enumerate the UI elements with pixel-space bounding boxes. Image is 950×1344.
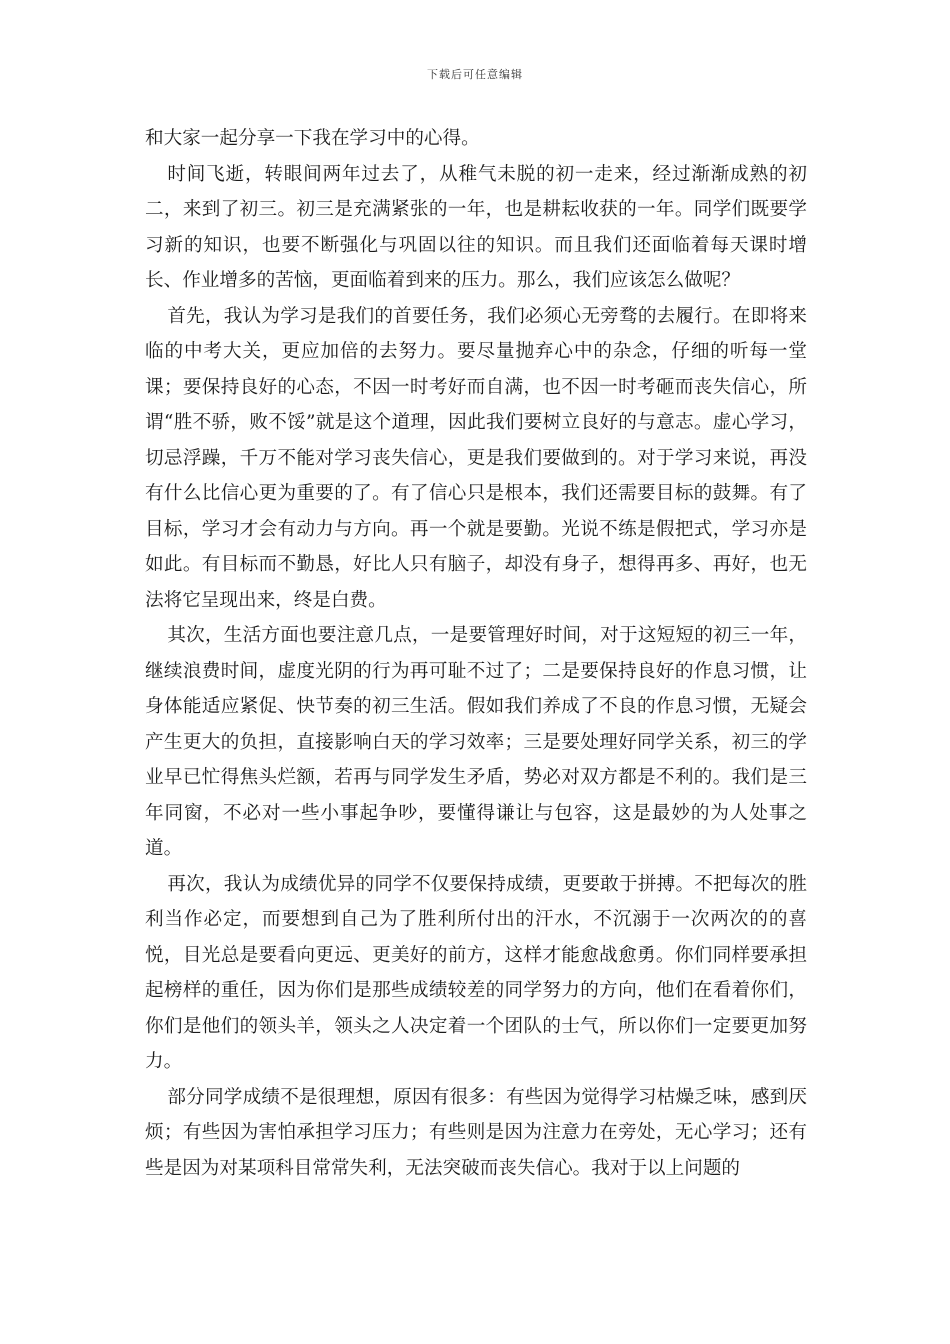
paragraph-5: 再次，我认为成绩优异的同学不仅要保持成绩，更要敢于拼搏。不把每次的胜利当作必定，而要想到自己为了胜利所付出的汗水，不沉溺于一次两次的的喜悦，目光总是要看向更远、更美好的前方，这样才能愈战愈勇。你们同样要承担起榜样的重任，因为你们是那些成绩较差的同学努力的方向，他们在看着你们，你们是他们的领头羊，领头之人决定着一个团队的士气，所以你们一定要更加努力。	[145, 873, 807, 1072]
paragraph-2: 时间飞逝，转眼间两年过去了，从稚气未脱的初一走来，经过渐渐成熟的初二，来到了初三。初三是充满紧张的一年，也是耕耘收获的一年。同学们既要学习新的知识，也要不断强化与巩固以往的知识。而且我们还面临着每天课时增长、作业增多的苦恼，更面临着到来的压力。那么，我们应该怎么做呢？	[145, 163, 807, 291]
paragraph-4: 其次，生活方面也要注意几点，一是要管理好时间，对于这短短的初三一年，继续浪费时间，虚度光阴的行为再可耻不过了；二是要保持良好的作息习惯，让身体能适应紧促、快节奏的初三生活。假如我们养成了不良的作息习惯，无疑会产生更大的负担，直接影响白天的学习效率；三是要处理好同学关系，初三的学业早已忙得焦头烂额，若再与同学发生矛盾，势必对双方都是不利的。我们是三年同窗，不必对一些小事起争吵，要懂得谦让与包容，这是最妙的为人处事之道。	[145, 625, 807, 859]
paragraph-3: 首先，我认为学习是我们的首要任务，我们必须心无旁骛的去履行。在即将来临的中考大关，更应加倍的去努力。要尽量抛弃心中的杂念，仔细的听每一堂课；要保持良好的心态，不因一时考好而自满，也不因一时考砸而丧失信心，所谓“胜不骄，败不馁”就是这个道理，因此我们要树立良好的与意志。虚心学习，切忌浮躁，千万不能对学习丧失信心，更是我们要做到的。对于学习来说，再没有什么比信心更为重要的了。有了信心只是根本，我们还需要目标的鼓舞。有了目标，学习才会有动力与方向。再一个就是要勤。光说不练是假把式，学习亦是如此。有目标而不勤恳，好比人只有脑子，却没有身子，想得再多、再好，也无法将它呈现出来，终是白费。	[145, 305, 807, 611]
paragraph-6: 部分同学成绩不是很理想，原因有很多：有些因为觉得学习枯燥乏味，感到厌烦；有些因为害怕承担学习压力；有些则是因为注意力在旁处，无心学习；还有些是因为对某项科目常常失利，无法突破而丧失信心。我对于以上问题的	[145, 1086, 807, 1179]
page-header: 下载后可任意编辑	[427, 68, 523, 81]
document-body	[145, 121, 807, 1186]
paragraph-1: 和大家一起分享一下我在学习中的心得。	[145, 128, 480, 149]
